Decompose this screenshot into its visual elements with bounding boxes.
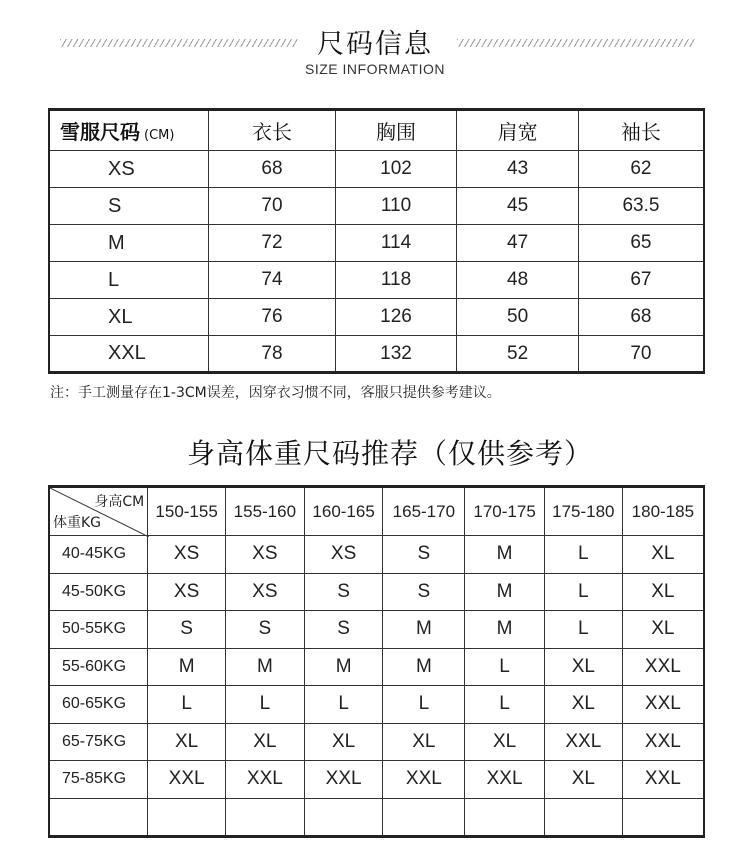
recommended-size-cell: L <box>465 648 545 686</box>
empty-cell <box>622 798 704 836</box>
recommended-size-cell: L <box>544 611 622 649</box>
size-table-row <box>49 151 704 188</box>
recommend-row <box>49 648 704 686</box>
size-label-cell: XL <box>49 299 209 336</box>
height-range-header: 180-185 <box>622 487 704 536</box>
height-range-header: 165-170 <box>383 487 465 536</box>
recommended-size-cell: S <box>304 611 383 649</box>
recommended-size-cell: L <box>148 686 226 724</box>
size-value-cell: 48 <box>457 262 579 299</box>
recommended-size-cell: M <box>304 648 383 686</box>
page-subtitle: SIZE INFORMATION <box>305 61 445 77</box>
size-value-cell: 76 <box>209 299 336 336</box>
recommended-size-cell: XXL <box>383 761 465 799</box>
size-value-cell: 102 <box>335 151 457 188</box>
recommend-row <box>49 536 704 574</box>
empty-cell <box>148 798 226 836</box>
size-value-cell: 45 <box>457 188 579 225</box>
size-value-cell: 70 <box>209 188 336 225</box>
recommended-size-cell: L <box>225 686 304 724</box>
size-value-cell: 126 <box>335 299 457 336</box>
size-table-row <box>49 262 704 299</box>
size-value-cell: 74 <box>209 262 336 299</box>
recommended-size-cell: XXL <box>622 648 704 686</box>
recommended-size-cell: M <box>465 536 545 574</box>
empty-cell <box>225 798 304 836</box>
empty-cell <box>544 798 622 836</box>
recommended-size-cell: XXL <box>304 761 383 799</box>
recommended-size-cell: L <box>383 686 465 724</box>
recommended-size-cell: XXL <box>622 686 704 724</box>
recommended-size-cell: S <box>225 611 304 649</box>
recommended-size-cell: M <box>225 648 304 686</box>
size-table-column-header: 肩宽 <box>457 110 579 151</box>
size-label-cell: S <box>49 188 209 225</box>
size-table-header-label: 雪服尺码 (CM) <box>49 110 209 151</box>
size-label-cell: XS <box>49 151 209 188</box>
recommended-size-cell: L <box>544 536 622 574</box>
recommended-size-cell: XL <box>544 761 622 799</box>
empty-row <box>49 798 704 836</box>
size-value-cell: 68 <box>209 151 336 188</box>
size-value-cell: 110 <box>335 188 457 225</box>
size-value-cell: 72 <box>209 225 336 262</box>
size-value-cell: 118 <box>335 262 457 299</box>
recommended-size-cell: M <box>465 573 545 611</box>
size-value-cell: 47 <box>457 225 579 262</box>
size-info-header <box>0 22 750 82</box>
height-range-header: 155-160 <box>225 487 304 536</box>
recommended-size-cell: XS <box>304 536 383 574</box>
recommend-row <box>49 611 704 649</box>
size-value-cell: 67 <box>578 262 704 299</box>
recommended-size-cell: XL <box>148 723 226 761</box>
size-value-cell: 62 <box>578 151 704 188</box>
weight-range-cell: 65-75KG <box>49 723 148 761</box>
weight-range-cell: 50-55KG <box>49 611 148 649</box>
recommend-row <box>49 686 704 724</box>
size-value-cell: 132 <box>335 336 457 373</box>
height-range-header: 175-180 <box>544 487 622 536</box>
size-table-row <box>49 299 704 336</box>
recommended-size-cell: L <box>544 573 622 611</box>
recommended-size-cell: XL <box>622 611 704 649</box>
size-table <box>48 108 705 374</box>
weight-axis-label: 体重KG <box>53 515 102 531</box>
size-table-column-header: 袖长 <box>578 110 704 151</box>
recommended-size-cell: S <box>304 573 383 611</box>
size-value-cell: 43 <box>457 151 579 188</box>
recommended-size-cell: L <box>304 686 383 724</box>
empty-cell <box>304 798 383 836</box>
recommended-size-cell: M <box>383 611 465 649</box>
recommended-size-cell: XL <box>304 723 383 761</box>
recommended-size-cell: XL <box>622 536 704 574</box>
weight-range-cell: 55-60KG <box>49 648 148 686</box>
weight-range-cell: 45-50KG <box>49 573 148 611</box>
weight-range-cell: 40-45KG <box>49 536 148 574</box>
page-title: 尺码信息 <box>317 29 433 60</box>
recommended-size-cell: XS <box>225 573 304 611</box>
recommended-size-cell: XS <box>148 573 226 611</box>
size-value-cell: 70 <box>578 336 704 373</box>
recommended-size-cell: XXL <box>544 723 622 761</box>
recommend-title: 身高体重尺码推荐（仅供参考） <box>186 437 593 470</box>
size-value-cell: 68 <box>578 299 704 336</box>
empty-cell <box>49 798 148 836</box>
size-label-cell: L <box>49 262 209 299</box>
recommended-size-cell: M <box>383 648 465 686</box>
recommended-size-cell: XXL <box>622 761 704 799</box>
recommended-size-cell: XL <box>544 686 622 724</box>
recommend-row <box>49 573 704 611</box>
recommended-size-cell: XL <box>622 573 704 611</box>
recommended-size-cell: XXL <box>225 761 304 799</box>
recommended-size-cell: XL <box>465 723 545 761</box>
size-value-cell: 50 <box>457 299 579 336</box>
recommended-size-cell: M <box>148 648 226 686</box>
size-table-header-row <box>49 110 704 151</box>
measurement-note: 注：手工测量存在1-3CM误差，因穿衣习惯不同，客服只提供参考建议。 <box>50 385 501 401</box>
weight-range-cell: 60-65KG <box>49 686 148 724</box>
size-table-column-header: 衣长 <box>209 110 336 151</box>
recommended-size-cell: XXL <box>465 761 545 799</box>
recommended-size-cell: XXL <box>622 723 704 761</box>
height-axis-label: 身高CM <box>94 494 145 510</box>
empty-cell <box>465 798 545 836</box>
recommend-row <box>49 723 704 761</box>
size-label-cell: XXL <box>49 336 209 373</box>
recommend-table <box>48 485 705 838</box>
recommend-corner-cell <box>49 487 148 536</box>
recommended-size-cell: XL <box>544 648 622 686</box>
size-label-cell: M <box>49 225 209 262</box>
recommended-size-cell: XS <box>148 536 226 574</box>
recommended-size-cell: XS <box>225 536 304 574</box>
height-range-header: 170-175 <box>465 487 545 536</box>
height-range-header: 150-155 <box>148 487 226 536</box>
empty-cell <box>383 798 465 836</box>
recommended-size-cell: S <box>148 611 226 649</box>
weight-range-cell: 75-85KG <box>49 761 148 799</box>
size-value-cell: 65 <box>578 225 704 262</box>
recommended-size-cell: S <box>383 573 465 611</box>
recommended-size-cell: L <box>465 686 545 724</box>
recommend-header-row <box>49 487 704 536</box>
size-value-cell: 78 <box>209 336 336 373</box>
recommended-size-cell: XL <box>383 723 465 761</box>
recommended-size-cell: XXL <box>148 761 226 799</box>
size-table-row <box>49 188 704 225</box>
size-value-cell: 52 <box>457 336 579 373</box>
recommended-size-cell: XL <box>225 723 304 761</box>
size-value-cell: 114 <box>335 225 457 262</box>
height-range-header: 160-165 <box>304 487 383 536</box>
recommended-size-cell: S <box>383 536 465 574</box>
size-table-row <box>49 225 704 262</box>
size-table-row <box>49 336 704 373</box>
size-value-cell: 63.5 <box>578 188 704 225</box>
size-table-column-header: 胸围 <box>335 110 457 151</box>
recommend-row <box>49 761 704 799</box>
recommended-size-cell: M <box>465 611 545 649</box>
